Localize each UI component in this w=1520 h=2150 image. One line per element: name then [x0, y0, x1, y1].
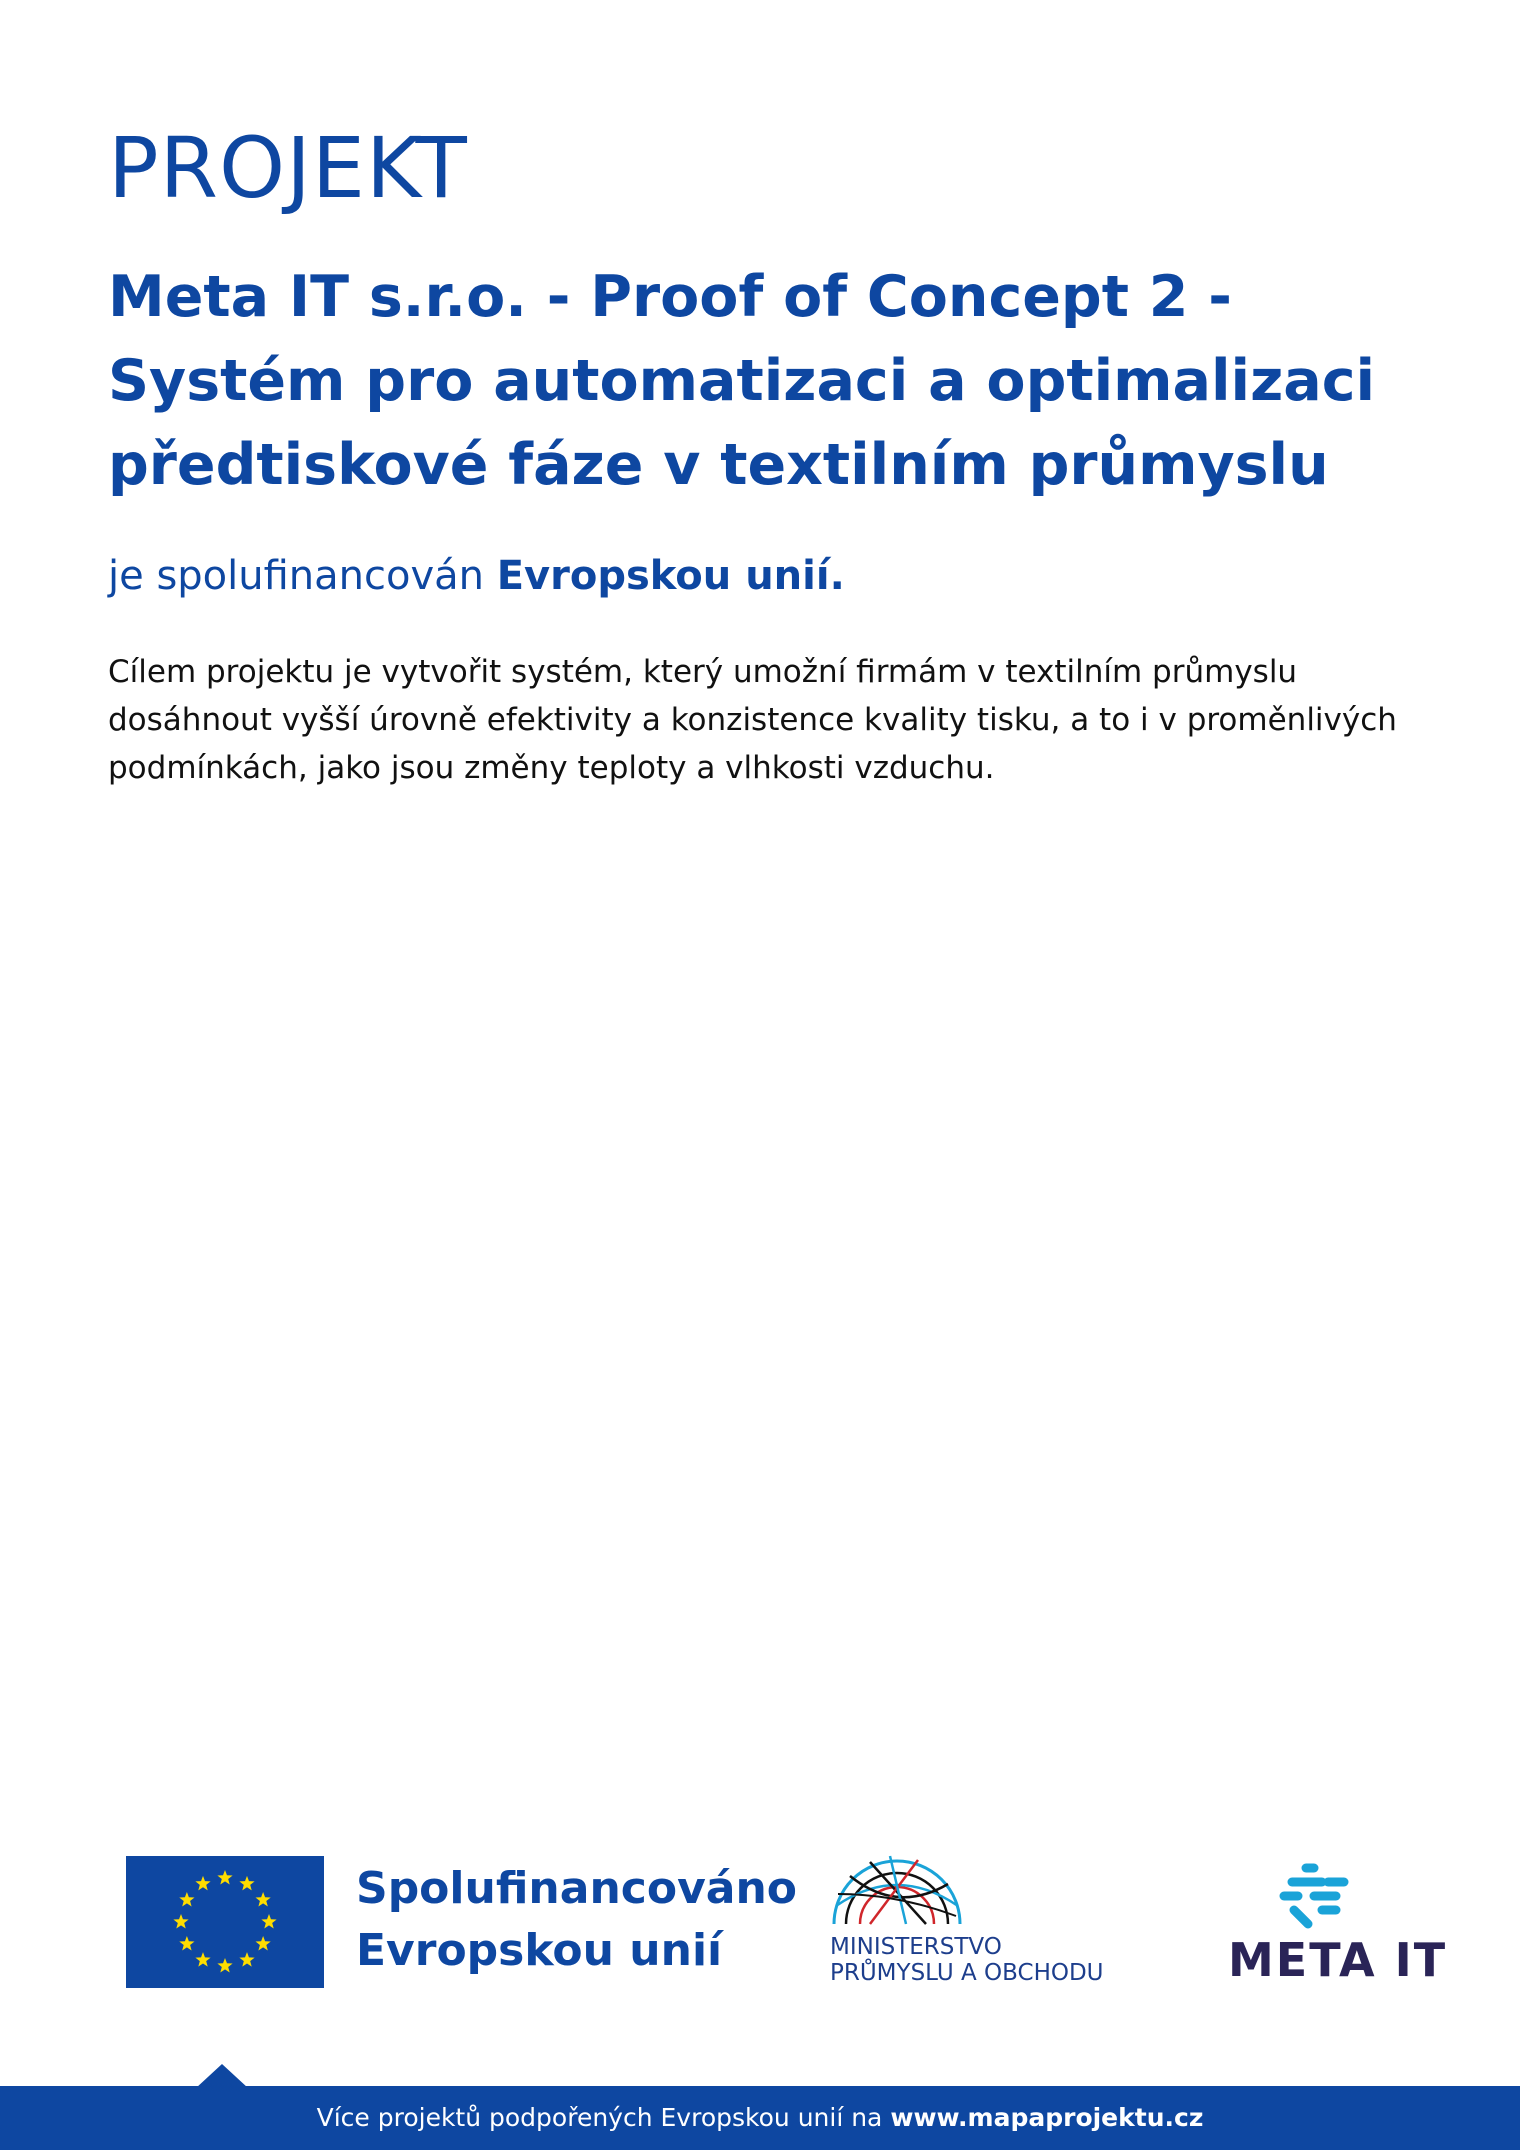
ministry-logo-line-2: PRŮMYSLU A OBCHODU: [830, 1960, 1104, 1986]
funding-eu: Evropskou unií.: [496, 553, 845, 599]
ministry-logo-text: [830, 1934, 1104, 1986]
project-title: Meta IT s.r.o. - Proof of Concept 2 - Systém pro automatizaci a optimalizaci předtiskové fáze v textilním průmyslu: [108, 264, 1376, 498]
funding-prefix: je spolufinancován: [108, 553, 485, 599]
meta-it-logo-icon: [1278, 1860, 1354, 1932]
project-description: Cílem projektu je vytvořit systém, který umožní firmám v textilním průmyslu dosáhnout vyšší úrovně efektivity a konzistence kvality tisku, a to i v proměnlivých podmínkách, jako jsou změny teploty a vlhkosti vzduchu.: [108, 654, 1397, 786]
eu-logo-line-1: Spolufinancováno: [356, 1863, 798, 1914]
meta-it-wordmark: META IT: [1228, 1933, 1448, 1987]
poster-label: PROJEKT: [108, 119, 468, 217]
funding-statement: [108, 548, 845, 604]
ministry-globe-icon: [830, 1854, 964, 1926]
footer-text: [0, 2086, 1520, 2150]
ministry-logo-line-1: MINISTERSTVO: [830, 1934, 1002, 1960]
footer-label: Více projektů podpořených Evropskou unií na: [316, 2103, 883, 2132]
footer-bar: [0, 2086, 1520, 2150]
footer-link[interactable]: www.mapaprojektu.cz: [890, 2103, 1204, 2132]
eu-logo-text: [356, 1858, 797, 1982]
footer-notch: [196, 2062, 248, 2088]
eu-logo-line-2: Evropskou unií: [356, 1925, 723, 1976]
eu-flag-icon: [126, 1856, 324, 1988]
